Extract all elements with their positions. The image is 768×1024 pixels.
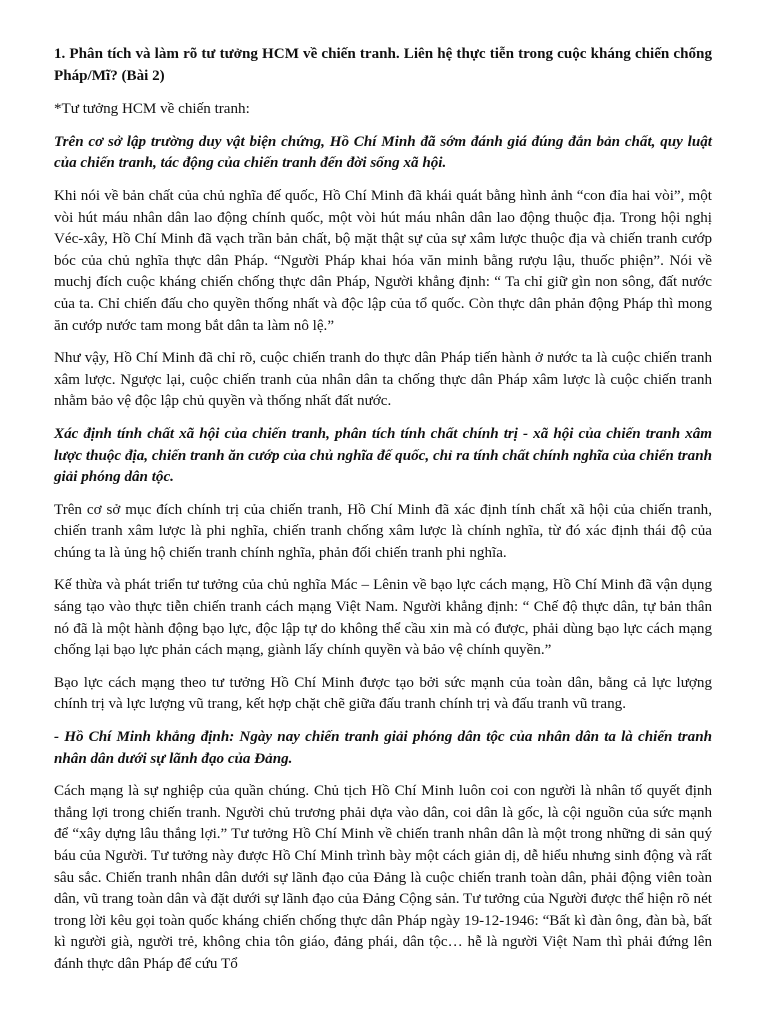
body-paragraph: Khi nói về bản chất của chủ nghĩa đế quốc, Hồ Chí Minh đã khái quát bằng hình ảnh “con đỉa hai vòi”, một vòi hút máu nhân dân lao động chính quốc, một vòi hút máu nhân dân lao động thuộc địa. Trong hội nghị Véc-xây, Hồ Chí Minh đã vạch trần bản chất, bộ mặt thật sự của sự xâm lược thuộc địa và chiến tranh cướp bóc của chủ nghĩa thực dân Pháp. “Người Pháp khai hóa văn minh bằng rượu lậu, thuốc phiện”. Nói về muchj đích cuộc kháng chiến chống thực dân Pháp, Người khẳng định: “ Ta chỉ giữ gìn non sông, đất nước của ta. Chỉ chiến đấu cho quyền thống nhất và độc lập của tổ quốc. Còn thực dân phản động Pháp thì mong ăn cướp nước tam mong bắt dân ta làm nô lệ.” [54,187,712,334]
body-paragraph: Cách mạng là sự nghiệp của quần chúng. Chủ tịch Hồ Chí Minh luôn coi con người là nhân tố quyết định thắng lợi trong chiến tranh. Người chủ trương phải dựa vào dân, coi dân là gốc, là cội nguồn của sức mạnh để “xây dựng lâu thắng lợi.” Tư tưởng Hồ Chí Minh về chiến tranh nhân dân là một trong những di sản quý báu của Người. Tư tưởng này được Hồ Chí Minh trình bày một cách giản dị, dễ hiểu nhưng sinh động và rất sâu sắc. Chiến tranh nhân dân dưới sự lãnh đạo của Đảng là cuộc chiến tranh toàn dân, phải động viên toàn dân, vũ trang toàn dân và đặt dưới sự lãnh đạo của Đảng Cộng sản. Tư tưởng của Người được thể hiện rõ nét trong lời kêu gọi toàn quốc kháng chiến chống thực dân Pháp ngày 19-12-1946: “Bất kì đàn ông, đàn bà, bất kì người già, người trẻ, không chia tôn giáo, đảng phái, dân tộc… hễ là người Việt Nam thì phải đứng lên đánh thực dân Pháp để cứu Tổ [54,783,712,972]
document-title: 1. Phân tích và làm rõ tư tưởng HCM về chiến tranh. Liên hệ thực tiễn trong cuộc kháng chiến chống Pháp/Mĩ? (Bài 2) [54,46,712,84]
body-paragraph: *Tư tưởng HCM về chiến tranh: [54,101,250,118]
section-heading: Trên cơ sở lập trường duy vật biện chứng, Hồ Chí Minh đã sớm đánh giá đúng đắn bản chất, quy luật của chiến tranh, tác động của chiến tranh đến đời sống xã hội. [54,133,712,172]
document-body [54,99,712,975]
section-heading: Xác định tính chất xã hội của chiến tranh, phân tích tính chất chính trị - xã hội của chiến tranh xâm lược thuộc địa, chiến tranh ăn cướp của chủ nghĩa đế quốc, chỉ ra tính chất chính nghĩa của chiến tranh giải phóng dân tộc. [54,425,712,486]
section-heading: - Hồ Chí Minh khẳng định: Ngày nay chiến tranh giải phóng dân tộc của nhân dân ta là chiến tranh nhân dân dưới sự lãnh đạo của Đảng. [54,729,712,767]
body-paragraph: Trên cơ sở mục đích chính trị của chiến tranh, Hồ Chí Minh đã xác định tính chất xã hội của chiến tranh, chiến tranh xâm lược là phi nghĩa, chiến tranh chống xâm lược là chính nghĩa, từ đó xác định thái độ của chúng ta là ủng hộ chiến tranh chính nghĩa, phản đối chiến tranh phi nghĩa. [54,501,712,561]
body-paragraph: Kế thừa và phát triển tư tưởng của chủ nghĩa Mác – Lênin về bạo lực cách mạng, Hồ Chí Minh đã vận dụng sáng tạo vào thực tiễn chiến tranh cách mạng Việt Nam. Người khẳng định: “ Chế độ thực dân, tự bản thân nó đã là một hành động bạo lực, độc lập tự do không thể cầu xin mà có được, phải dùng bạo lực cách mạng chống lại bạo lực phản cách mạng, giành lấy chính quyền và bảo vệ chính quyền.” [54,577,712,659]
body-paragraph: Bạo lực cách mạng theo tư tưởng Hồ Chí Minh được tạo bởi sức mạnh của toàn dân, bằng cả lực lượng chính trị và lực lượng vũ trang, kết hợp chặt chẽ giữa đấu tranh chính trị và đấu tranh vũ trang. [54,674,712,713]
body-paragraph: Như vậy, Hồ Chí Minh đã chỉ rõ, cuộc chiến tranh do thực dân Pháp tiến hành ở nước ta là cuộc chiến tranh xâm lược. Ngược lại, cuộc chiến tranh của nhân dân ta chống thực dân Pháp xâm lược là cuộc chiến tranh nhằm bảo vệ độc lập chủ quyền và thống nhất đất nước. [54,350,712,410]
